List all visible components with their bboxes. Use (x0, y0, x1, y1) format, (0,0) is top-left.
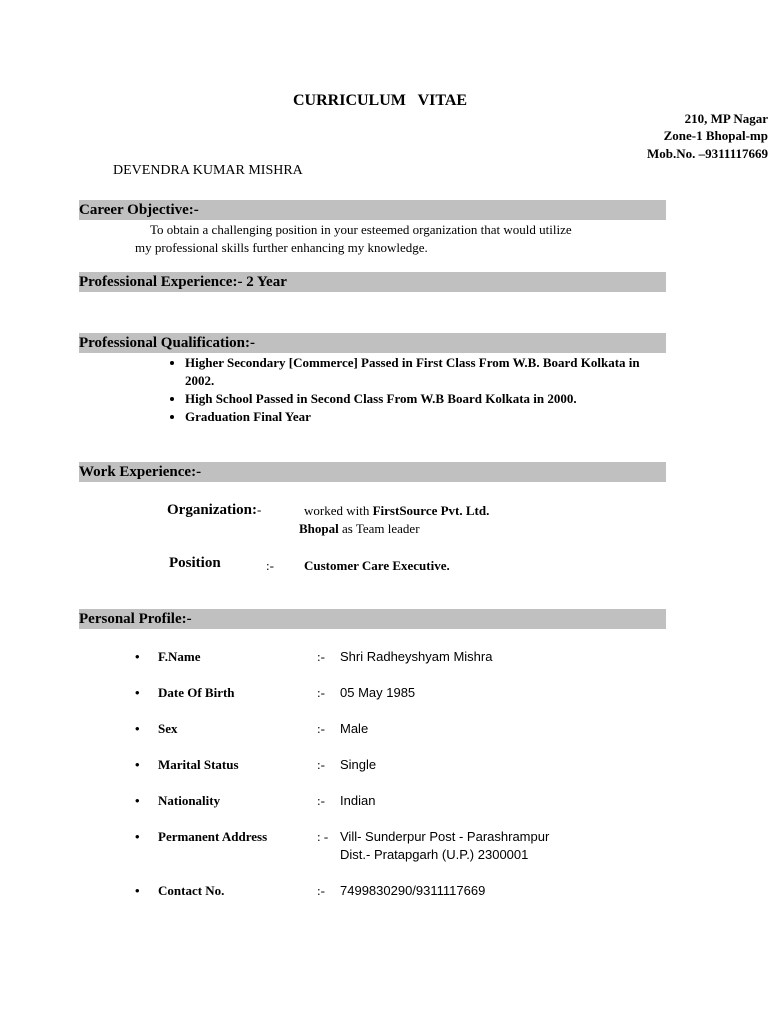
position-separator: :- (266, 558, 274, 573)
address-line-2: Zone-1 Bhopal-mp (663, 128, 768, 143)
profile-value: Single (340, 757, 377, 772)
profile-label: Permanent Address (158, 829, 268, 844)
mobile-number: Mob.No. –9311117669 (647, 146, 768, 161)
personal-profile-heading: Personal Profile:- (79, 609, 666, 629)
bullet-icon: • (135, 757, 140, 772)
career-objective-line-1: To obtain a challenging position in your esteemed organization that would utilize (150, 222, 572, 237)
position-value: Customer Care Executive. (304, 558, 450, 573)
profile-label: Marital Status (158, 757, 239, 772)
profile-separator: :- (317, 685, 325, 700)
qualification-list (160, 354, 655, 426)
profile-separator: :- (317, 883, 325, 898)
profile-value: Male (340, 721, 369, 736)
organization-line-2 (299, 521, 420, 537)
bullet-icon: • (135, 793, 140, 808)
organization-role: as Team leader (342, 521, 420, 536)
qualification-item: • Higher Secondary [Commerce] Passed in First Class From W.B. Board Kolkata in 2002. (185, 354, 655, 390)
organization-city: Bhopal (299, 521, 339, 536)
organization-line-1 (304, 503, 489, 519)
profile-value-line-2: Dist.- Pratapgarh (U.P.) 2300001 (340, 847, 529, 862)
profile-value: 7499830290/9311117669 (340, 883, 486, 898)
professional-experience-heading: Professional Experience:- 2 Year (79, 272, 666, 292)
bullet-icon: • (135, 883, 140, 898)
address-line-1: 210, MP Nagar (684, 111, 768, 126)
profile-separator: :- (317, 721, 325, 736)
profile-label: Sex (158, 721, 178, 736)
position-label: Position (169, 555, 221, 571)
career-objective-heading: Career Objective:- (79, 200, 666, 220)
organization-prefix: worked with (304, 503, 370, 518)
profile-label: Date Of Birth (158, 685, 235, 700)
work-experience-heading: Work Experience:- (79, 462, 666, 482)
profile-label: F.Name (158, 649, 201, 664)
profile-value: Shri Radheyshyam Mishra (340, 649, 493, 664)
organization-separator: - (257, 502, 262, 517)
profile-label: Contact No. (158, 883, 225, 898)
organization-label: Organization: (167, 502, 257, 518)
bullet-icon: • (135, 829, 140, 844)
qualification-item: • High School Passed in Second Class From W.B Board Kolkata in 2000. (185, 390, 655, 408)
career-objective-text (135, 221, 655, 257)
bullet-icon: • (135, 721, 140, 736)
organization-company: FirstSource Pvt. Ltd. (372, 503, 490, 518)
bullet-icon: • (135, 685, 140, 700)
profile-value: Vill- Sunderpur Post - Parashrampur (340, 829, 550, 844)
profile-label: Nationality (158, 793, 221, 808)
profile-value: 05 May 1985 (340, 685, 416, 700)
qualification-item: • Graduation Final Year (185, 408, 655, 426)
document-title: CURRICULUM VITAE (293, 92, 468, 109)
bullet-icon: • (135, 649, 140, 664)
profile-separator: :- (317, 793, 325, 808)
profile-separator: :- (317, 757, 325, 772)
professional-qualification-heading: Professional Qualification:- (79, 333, 666, 353)
profile-value: Indian (340, 793, 376, 808)
candidate-name: DEVENDRA KUMAR MISHRA (113, 163, 303, 178)
profile-separator: :- (317, 649, 325, 664)
profile-separator: : - (317, 829, 329, 844)
organization-row (167, 501, 261, 519)
career-objective-line-2: my professional skills further enhancing my knowledge. (135, 240, 428, 255)
